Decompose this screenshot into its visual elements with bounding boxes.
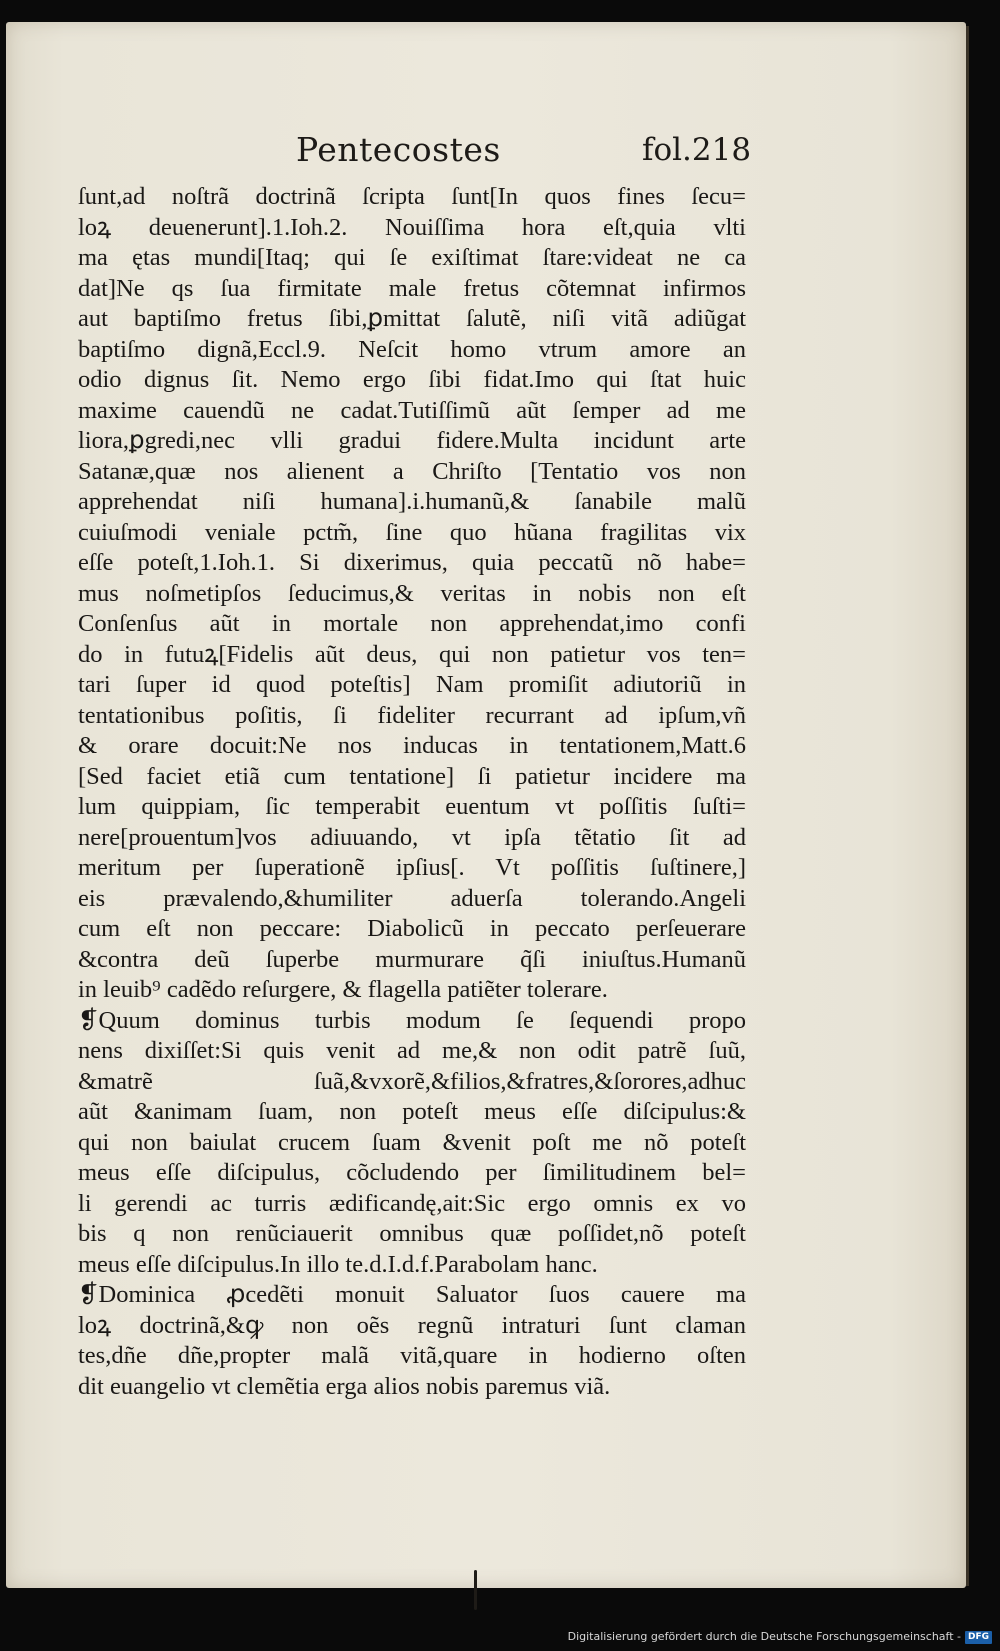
text-line: cum eſt non peccare: Diabolicũ in peccato perſeuerare	[78, 915, 746, 942]
page-edge	[966, 26, 969, 1586]
text-line: meritum per ſuperationẽ ipſius[. Vt poſſitis ſuſtinere,]	[78, 854, 746, 881]
text-line: mus noſmetipſos ſeducimus,& veritas in nobis non eſt	[78, 579, 746, 607]
funding-note: Digitalisierung gefördert durch die Deutsche Forschungsgemeinschaft -	[567, 1630, 961, 1643]
text-line: meus eſſe diſcipulus, cõcludendo per ſimilitudinem bel=	[78, 1159, 746, 1186]
text-line: meus eſſe diſcipulus.In illo te.d.I.d.f.Parabolam hanc.	[78, 1250, 598, 1278]
text-line: aũt &animam ſuam, non poteſt meus eſſe diſcipulus:&	[78, 1098, 746, 1125]
text-line: dit euangelio vt clemẽtia erga alios nobis paremus viã.	[78, 1372, 611, 1400]
funding-footer	[568, 1628, 992, 1646]
text-line: tes,dñe dñe,propter malã vitã,quare in hodierno oſten	[78, 1342, 746, 1369]
text-line: ❡Dominica ꝓcedẽti monuit Saluator ſuos cauere ma	[78, 1281, 746, 1308]
text-block	[78, 182, 746, 1402]
text-line: qui non baiulat crucem ſuam &venit poſt me nõ poteſt	[78, 1128, 746, 1156]
book-page	[6, 22, 966, 1588]
text-line: eſſe poteſt,1.Ioh.1. Si dixerimus, quia peccatũ nõ habe=	[78, 549, 746, 576]
running-head	[6, 130, 966, 180]
running-title: Pentecostes	[296, 130, 501, 169]
text-line: ❡Quum dominus turbis modum ſe ſequendi propo	[78, 1006, 746, 1034]
text-line: Satanæ,quæ nos alienent a Chriſto [Tentatio vos non	[78, 457, 746, 485]
text-line: Conſenſus aũt in mortale non apprehendat,imo confi	[78, 610, 746, 637]
text-line: nens dixiſſet:Si quis venit ad me,& non odit patrẽ ſuũ,	[78, 1037, 746, 1064]
text-line: bis q non renũciauerit omnibus quæ poſſidet,nõ poteſt	[78, 1220, 746, 1247]
text-line: li gerendi ac turris ædificandę,ait:Sic ergo omnis ex vo	[78, 1189, 746, 1217]
text-line: do in futuꝝ[Fidelis aũt deus, qui non patietur vos ten=	[78, 640, 746, 668]
text-line: liora,ꝑgredi,nec vlli gradui fidere.Multa incidunt arte	[78, 427, 746, 454]
text-line: tari ſuper id quod poteſtis] Nam promiſit adiutoriũ in	[78, 671, 746, 698]
text-line: eis prævalendo,&humiliter aduerſa tolerando.Angeli	[78, 884, 746, 912]
text-line: tentationibus poſitis, ſi fideliter recurrant ad ipſum,vñ	[78, 701, 746, 729]
text-line: lum quippiam, ſic temperabit euentum vt poſſitis ſuſti=	[78, 793, 746, 820]
text-line: baptiſmo dignã,Eccl.9. Neſcit homo vtrum amore an	[78, 335, 746, 363]
text-line: loꝝ deuenerunt].1.Ioh.2. Nouiſſima hora eſt,quia vlti	[78, 213, 746, 241]
gutter-mark	[474, 1570, 477, 1610]
text-line: &matrẽ ſuã,&vxorẽ,&filios,&fratres,&ſorores,adhuc	[78, 1067, 746, 1095]
text-line: apprehendat niſi humana].i.humanũ,& ſanabile malũ	[78, 488, 746, 515]
text-line: [Sed faciet etiã cum tentatione] ſi patietur incidere ma	[78, 762, 746, 790]
text-line: cuiuſmodi veniale pctm̃, ſine quo hũana fragilitas vix	[78, 518, 746, 546]
text-line: ma ętas mundi[Itaq; qui ſe exiſtimat ſtare:videat ne ca	[78, 244, 746, 271]
text-line: nere[prouentum]vos adiuuando, vt ipſa tẽtatio ſit ad	[78, 823, 746, 851]
text-line: maxime cauendũ ne cadat.Tutiſſimũ aũt ſemper ad me	[78, 396, 746, 424]
text-line: odio dignus ſit. Nemo ergo ſibi fidat.Imo qui ſtat huic	[78, 366, 746, 393]
dfg-logo: DFG	[965, 1631, 992, 1644]
text-line: aut baptiſmo fretus ſibi,ꝑmittat ſalutẽ, niſi vitã adiũgat	[78, 305, 746, 332]
text-line: &contra deũ ſuperbe murmurare q̃ſi iniuſtus.Humanũ	[78, 945, 746, 973]
text-line: in leuib⁹ cadẽdo reſurgere, & flagella patiẽter tolerare.	[78, 976, 608, 1003]
text-line: & orare docuit:Ne nos inducas in tentationem,Matt.6	[78, 732, 746, 759]
text-line: ſunt,ad noſtrã doctrinã ſcripta ſunt[In quos fines ſecu=	[78, 183, 746, 210]
folio-number: fol.218	[642, 132, 752, 168]
text-line: dat]Ne qs ſua firmitate male fretus cõtemnat infirmos	[78, 274, 746, 302]
text-line: loꝝ doctrinã,&ꝙ non oẽs regnũ intraturi ſunt claman	[78, 1311, 746, 1339]
